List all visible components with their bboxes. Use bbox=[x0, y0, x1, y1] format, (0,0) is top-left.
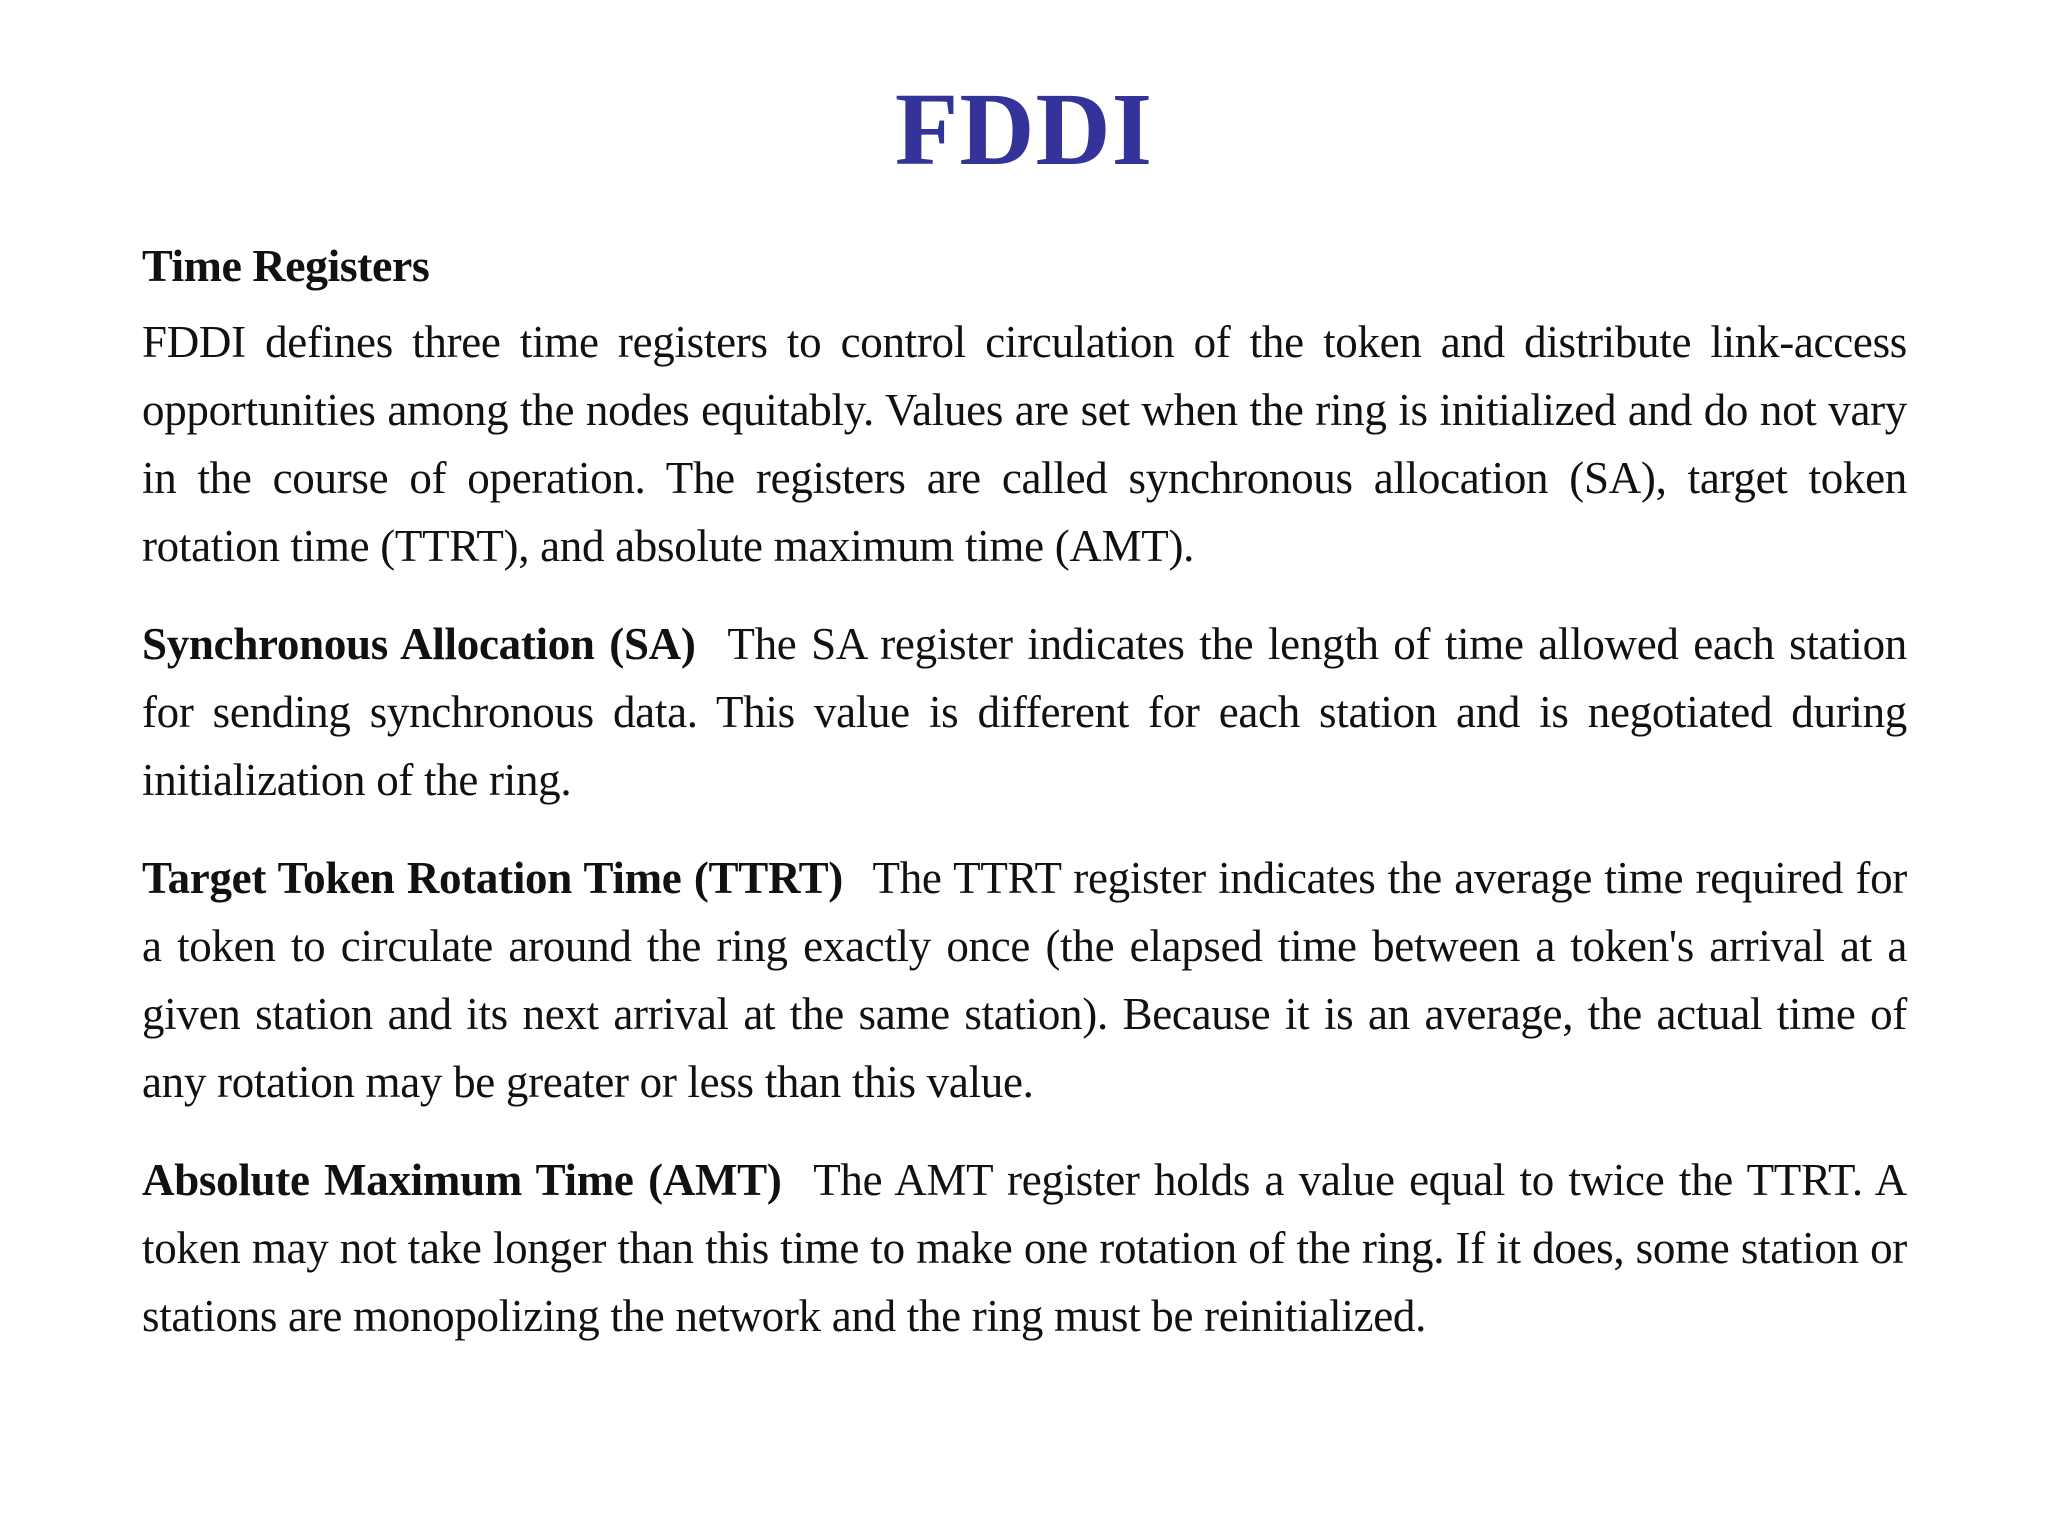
ttrt-paragraph bbox=[142, 844, 1907, 1116]
section-heading: Time Registers bbox=[142, 240, 430, 291]
sa-paragraph bbox=[142, 610, 1907, 814]
amt-term: Absolute Maximum Time (AMT) bbox=[142, 1155, 782, 1205]
slide-title: FDDI bbox=[894, 72, 1154, 187]
sa-description: The SA register indicates the length of time allowed each station for sending synchronous data. This value is different for each station and is negotiated during initialization of the ring. bbox=[142, 619, 1908, 805]
amt-description: The AMT register holds a value equal to twice the TTRT. A token may not take longer than this time to make one rotation of the ring. If it does, some station or stations are monopolizing the network and the ring must be reinitialized. bbox=[142, 1155, 1907, 1341]
amt-paragraph bbox=[142, 1146, 1907, 1350]
scanned-text-block bbox=[142, 238, 1907, 1350]
sa-term: Synchronous Allocation (SA) bbox=[142, 619, 696, 669]
intro-paragraph: FDDI defines three time registers to control circulation of the token and distribute link-access opportunities among the nodes equitably. Values are set when the ring is initialized and do not vary in the course of operation. The registers are called synchronous allocation (SA), target token rotation time (TTRT), and absolute maximum time (AMT). bbox=[142, 317, 1907, 571]
ttrt-description: The TTRT register indicates the average time required for a token to circulate around the ring exactly once (the elapsed time between a token's arrival at a given station and its next arrival at the same station). Because it is an average, the actual time of any rotation may be greater or less than this value. bbox=[142, 853, 1907, 1107]
ttrt-term: Target Token Rotation Time (TTRT) bbox=[142, 853, 843, 903]
